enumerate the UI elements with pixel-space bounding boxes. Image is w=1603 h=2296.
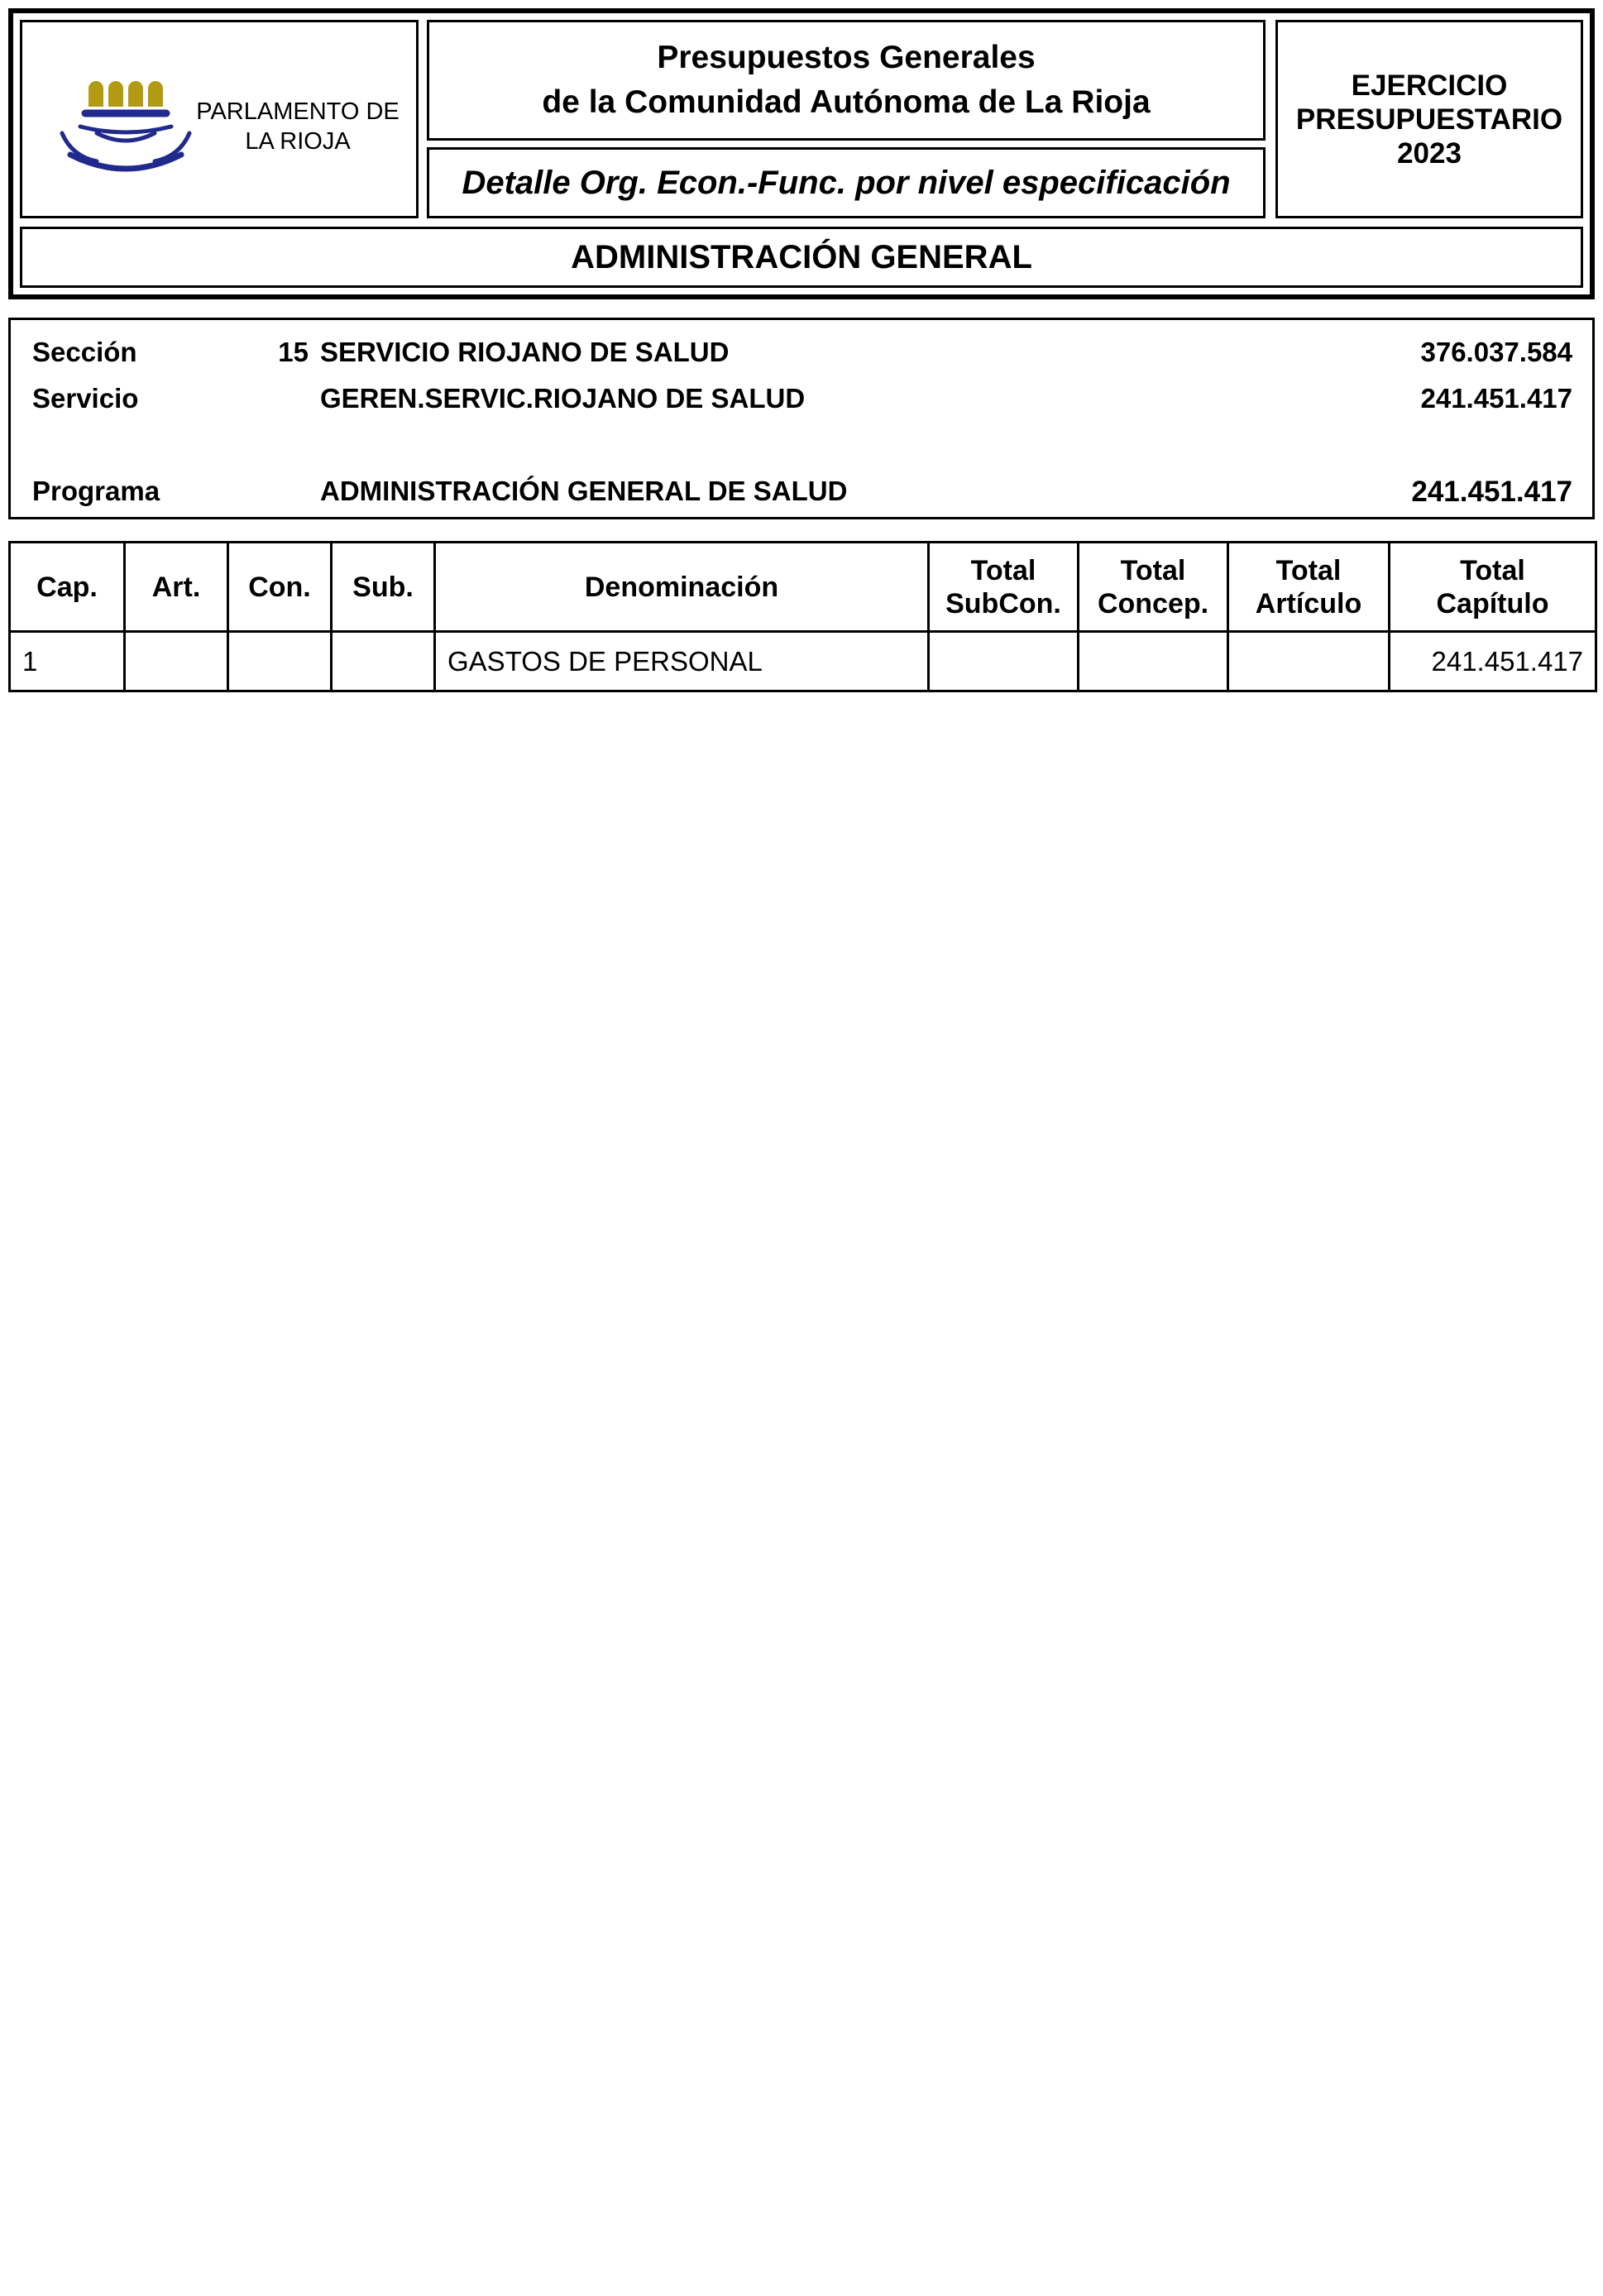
fiscal-year-box — [1275, 20, 1583, 218]
cell-total-subcon — [929, 632, 1079, 691]
cell-denominacion: GASTOS DE PERSONAL — [435, 632, 929, 691]
cell-art — [125, 632, 228, 691]
header-total-articulo-line1: Total — [1275, 554, 1342, 586]
logo-panel — [20, 20, 419, 218]
admin-title: ADMINISTRACIÓN GENERAL — [571, 238, 1032, 275]
cell-total-concep — [1079, 632, 1228, 691]
document-title — [427, 20, 1266, 141]
cell-cap: 1 — [10, 632, 125, 691]
header-total-subcon — [929, 543, 1079, 632]
programa-amount: 241.451.417 — [1411, 476, 1572, 508]
cell-sub — [332, 632, 435, 691]
parliament-name — [186, 97, 409, 156]
seccion-label: Sección — [32, 337, 137, 367]
title-line-1: Presupuestos Generales — [657, 40, 1036, 75]
header-total-capitulo — [1390, 543, 1596, 632]
fiscal-year-label-2: PRESUPUESTARIO — [1295, 103, 1563, 136]
cell-con — [228, 632, 332, 691]
header-denominacion: Denominación — [435, 543, 929, 632]
fiscal-year-label-1: EJERCICIO — [1351, 69, 1508, 102]
title-line-2: de la Comunidad Autónoma de La Rioja — [542, 84, 1151, 120]
header-cap: Cap. — [10, 543, 125, 632]
budget-table — [8, 541, 1597, 692]
header-total-capitulo-line2: Capítulo — [1436, 587, 1549, 619]
admin-title-box — [20, 227, 1583, 288]
header-total-capitulo-line1: Total — [1460, 554, 1525, 586]
seccion-number: 15 — [278, 337, 309, 367]
parliament-logo-icon — [55, 80, 196, 175]
table-header-row — [10, 543, 1596, 632]
servicio-name: GEREN.SERVIC.RIOJANO DE SALUD — [320, 383, 806, 414]
cell-total-articulo — [1228, 632, 1390, 691]
seccion-amount: 376.037.584 — [1420, 337, 1572, 367]
programa-name: ADMINISTRACIÓN GENERAL DE SALUD — [320, 476, 848, 506]
servicio-amount: 241.451.417 — [1420, 383, 1572, 414]
parliament-name-line2: LA RIOJA — [245, 128, 351, 155]
organization-summary — [8, 318, 1595, 519]
cell-total-capitulo: 241.451.417 — [1390, 632, 1596, 691]
header-total-concep — [1079, 543, 1228, 632]
header-total-articulo — [1228, 543, 1390, 632]
header-total-concep-line1: Total — [1120, 554, 1186, 586]
header-total-subcon-line1: Total — [970, 554, 1036, 586]
fiscal-year: 2023 — [1397, 136, 1462, 170]
header-con: Con. — [228, 543, 332, 632]
header-total-articulo-line2: Artículo — [1255, 587, 1362, 619]
header-total-concep-line2: Concep. — [1097, 587, 1209, 619]
table-row — [10, 632, 1596, 691]
header-total-subcon-line2: SubCon. — [945, 587, 1061, 619]
header-art: Art. — [125, 543, 228, 632]
document-subtitle-box — [427, 147, 1266, 218]
programa-label: Programa — [32, 476, 160, 506]
header-sub: Sub. — [332, 543, 435, 632]
seccion-name: SERVICIO RIOJANO DE SALUD — [320, 337, 730, 367]
document-subtitle: Detalle Org. Econ.-Func. por nivel especificación — [462, 164, 1231, 201]
servicio-label: Servicio — [32, 383, 139, 414]
parliament-name-line1: PARLAMENTO DE — [196, 98, 400, 125]
